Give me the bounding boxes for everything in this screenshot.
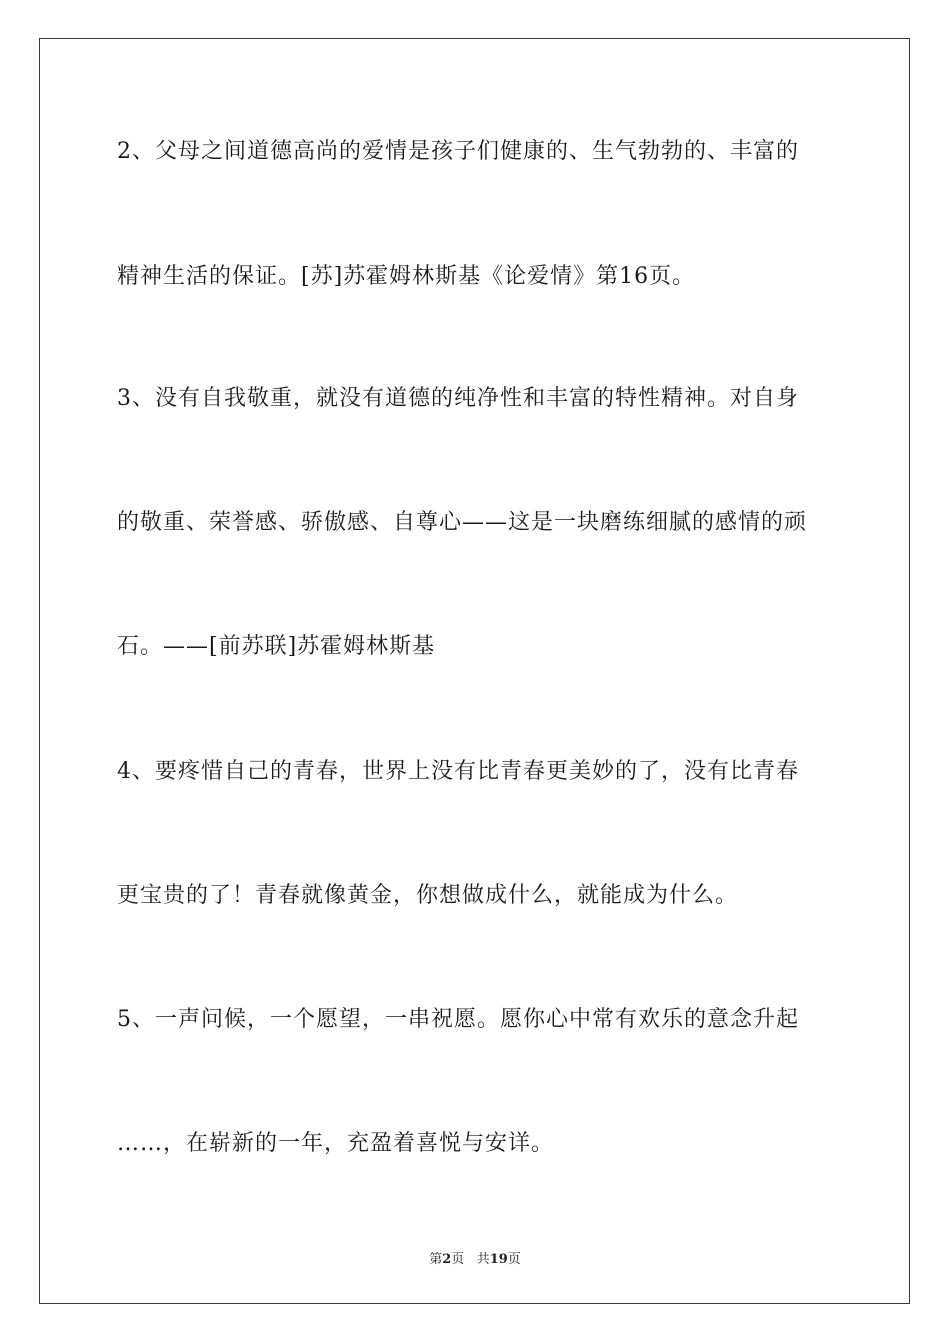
page-suffix: 页 <box>451 1252 465 1267</box>
text-line-7: 更宝贵的了！青春就像黄金，你想做成什么，就能成为什么。 <box>117 883 739 908</box>
text-line-2: 精神生活的保证。[苏]苏霍姆林斯基《论爱情》第16页。 <box>117 264 696 289</box>
page-border <box>39 38 910 1304</box>
total-suffix: 页 <box>507 1252 521 1267</box>
text-line-5: 石。——[前苏联]苏霍姆林斯基 <box>117 634 436 659</box>
text-line-6: 4、要疼惜自己的青春，世界上没有比青春更美妙的了，没有比青春 <box>117 759 799 784</box>
total-prefix: 共 <box>476 1252 490 1267</box>
text-line-4: 的敬重、荣誉感、骄傲感、自尊心——这是一块磨练细腻的感情的顽 <box>117 510 808 535</box>
page-prefix: 第 <box>429 1252 443 1267</box>
text-line-3: 3、没有自我敬重，就没有道德的纯净性和丰富的特性精神。对自身 <box>117 386 799 411</box>
text-line-8: 5、一声问候，一个愿望，一串祝愿。愿你心中常有欢乐的意念升起 <box>117 1007 799 1032</box>
page-number: 2 <box>442 1252 452 1267</box>
page-footer <box>0 1248 950 1267</box>
text-line-9: ……，在崭新的一年，充盈着喜悦与安详。 <box>117 1131 555 1156</box>
text-line-1: 2、父母之间道德高尚的爱情是孩子们健康的、生气勃勃的、丰富的 <box>117 139 799 164</box>
total-pages: 19 <box>489 1252 508 1267</box>
